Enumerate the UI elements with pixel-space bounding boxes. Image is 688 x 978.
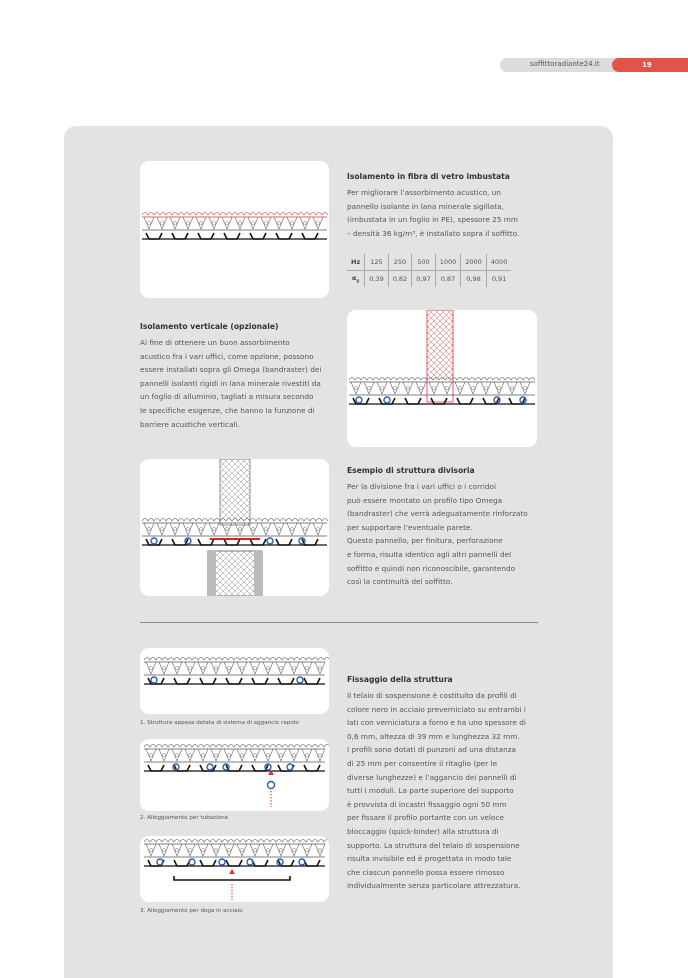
line: che ciascun pannello possa essere rimosso — [347, 867, 505, 877]
diagram-alloggiamento-tubazione — [140, 739, 329, 811]
line: Per la divisione fra i vari uffici o i corridoi — [347, 482, 497, 491]
line: tutti i moduli. La parte superiore del supporto — [347, 786, 514, 796]
line: acustico fra i vari uffici, come opzione, possono — [140, 351, 314, 361]
site-url[interactable]: soffittoradiante24.it — [530, 60, 600, 68]
diagram-struttura-divisoria — [140, 459, 329, 596]
line: barriere acustiche verticali. — [140, 419, 240, 429]
table-row — [347, 271, 511, 288]
line: I profili sono dotati di punzoni ad una distanza — [347, 745, 516, 755]
alpha-symbol: α — [351, 273, 357, 282]
table-cell — [347, 271, 365, 288]
line: così la continuità del soffitto. — [347, 577, 453, 587]
line: Il telaio di sospensione è costituito da profili di — [347, 691, 517, 700]
diagram-fibra-vetro — [140, 161, 329, 298]
section-divider — [140, 622, 538, 623]
line: pannello isolante in lana minerale sigillata, — [347, 201, 504, 211]
line: (imbustata in un foglio in PE), spessore 25 mm — [347, 215, 518, 225]
table-cell: 0,91 — [486, 271, 511, 288]
line: Questo pannello, per finitura, perforazione — [347, 536, 503, 546]
line: e forma, risulta identico agli altri pannelli del — [347, 549, 512, 559]
caption-1: 1. Struttura appesa dotata di sistema di aggancio rapido — [140, 720, 299, 726]
line: Per migliorare l’assorbimento acustico, un — [347, 188, 501, 197]
line: supporto. La struttura del telaio di sospensione — [347, 840, 520, 850]
table-cell: 250 — [388, 254, 411, 271]
line: risulta invisibile ed è progettata in modo tale — [347, 854, 512, 864]
line: (bandraster) che verrà adeguatamente rinforzato — [347, 509, 528, 519]
table-cell: 125 — [365, 254, 388, 271]
line: Al fine di ottenere un buon assorbimento — [140, 338, 290, 347]
section-title: Esempio di struttura divisoria — [347, 466, 475, 475]
line: per supportare l’eventuale parete. — [347, 522, 473, 532]
table-row — [347, 254, 511, 271]
table-cell: 0,87 — [435, 271, 461, 288]
line: soffitto e quindi non riconoscibile, garantendo — [347, 563, 516, 573]
line: individualmente senza particolare attrezzatura. — [347, 881, 521, 891]
line: colore nero in acciaio preverniciato su entrambi i — [347, 704, 526, 714]
table-cell: 500 — [412, 254, 435, 271]
section-fissaggio — [347, 673, 552, 893]
line: è provvista di incastri fissaggio ogni 50 mm — [347, 799, 507, 809]
section-title: Fissaggio della struttura — [347, 675, 453, 684]
line: 0,6 mm, altezza di 39 mm e lunghezza 32 mm. — [347, 731, 520, 741]
table-cell: 1000 — [435, 254, 461, 271]
line: un foglio di alluminio, tagliati a misura secondo — [140, 392, 314, 402]
acoustic-table — [347, 254, 511, 287]
section-fibra — [347, 170, 547, 240]
line: – densità 36 kg/m³, è installato sopra il soffitto. — [347, 228, 520, 238]
section-title: Isolamento in fibra di vetro imbustata — [347, 172, 510, 181]
table-cell: 0,39 — [365, 271, 388, 288]
alpha-subscript: s — [356, 278, 360, 285]
page-number: 19 — [612, 58, 688, 72]
diagram-alloggiamento-doga — [140, 836, 329, 902]
table-cell: 0,98 — [461, 271, 487, 288]
table-cell: 0,97 — [412, 271, 435, 288]
line: bloccaggio (quick-binder) alla struttura di — [347, 826, 499, 836]
table-cell: 4000 — [486, 254, 511, 271]
table-cell: 0,82 — [388, 271, 411, 288]
diagram-struttura-appesa — [140, 648, 329, 714]
section-verticale — [140, 320, 340, 431]
line: diverse lunghezze) e l’aggancio dei pannelli di — [347, 772, 517, 782]
table-cell: Hz — [347, 254, 365, 271]
caption-2: 2. Alloggiamento per tubazione — [140, 815, 229, 821]
diagram-isolamento-verticale — [347, 310, 537, 447]
line: per fissare il profilo portante con un veloce — [347, 813, 504, 823]
line: lati con verniciatura a forno e ha uno spessore di — [347, 718, 526, 728]
line: le specifiche esigenze, che hanno la funzione di — [140, 405, 315, 415]
line: può essere montato un profilo tipo Omega — [347, 495, 503, 505]
line: essere installati sopra gli Omega (bandraster) dei — [140, 365, 322, 375]
section-divisoria — [347, 464, 547, 589]
caption-3: 3. Alloggiamento per doga in acciaio — [140, 908, 243, 914]
line: di 25 mm per consentire il ritaglio (per le — [347, 758, 498, 768]
line: pannelli isolanti rigidi in lana minerale rivestiti da — [140, 378, 321, 388]
table-cell: 2000 — [461, 254, 487, 271]
section-title: Isolamento verticale (opzionale) — [140, 322, 279, 331]
